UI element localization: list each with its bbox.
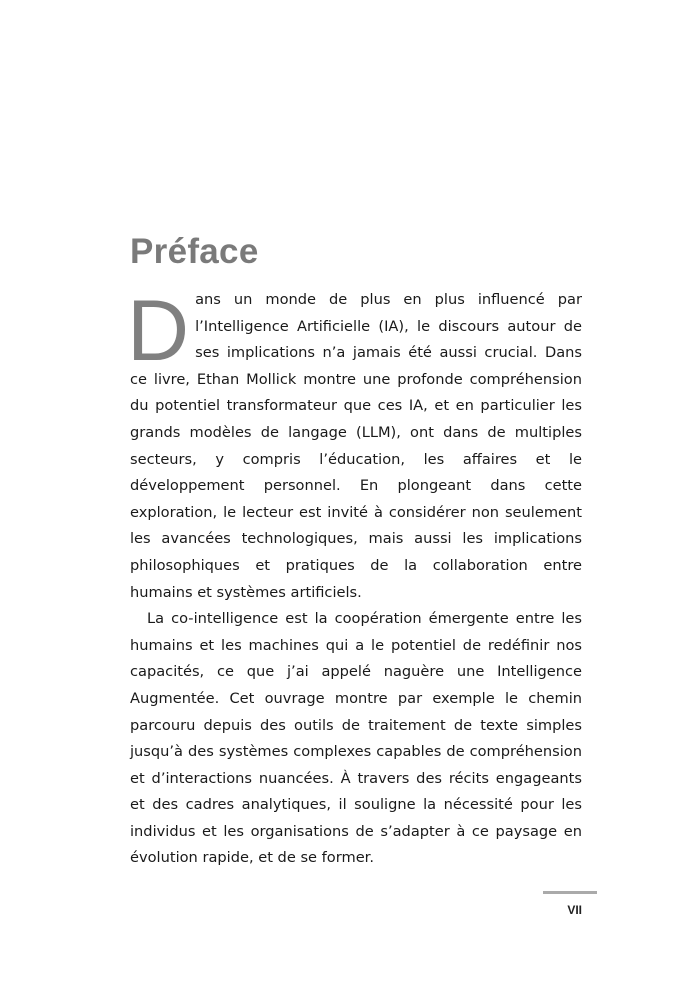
- page-number: VII: [567, 903, 582, 917]
- preface-body: [127, 283, 582, 872]
- paragraph-1-text: ans un monde de plus en plus influencé par l’Intelligence Artificielle (IA), le discours autour de ses implications n’a jamais été aussi crucial. Dans ce livre, Ethan Mollick montre une profonde compréhension du potentiel transformateur que ces IA, et en particulier les grands modèles de langage (LLM), ont dans de multiples secteurs, y compris l’éducation, les affaires et le développement personnel. En plongeant dans cette exploration, le lecteur est invité à considérer non seulement les avancées technologiques, mais aussi les implications philosophiques et pratiques de la collaboration entre humains et systèmes artificiels.: [130, 291, 582, 601]
- drop-cap: D: [127, 283, 190, 379]
- paragraph-1: [127, 283, 582, 606]
- footer-rule: [543, 891, 597, 894]
- page-title: Préface: [130, 232, 259, 271]
- paragraph-2: La co-intelligence est la coopération émergente entre les humains et les machines qui a le potentiel de redéfinir nos capacités, ce que j’ai appelé naguère une Intelligence Augmentée. Cet ouvrage montre par exemple le chemin parcouru depuis des outils de traitement de texte simples jusqu’à des systèmes complexes capables de compréhension et d’interactions nuancées. À travers des récits engageants et des cadres analytiques, il souligne la nécessité pour les individus et les organisations de s’adapter à ce paysage en évolution rapide, et de se former.: [130, 610, 582, 867]
